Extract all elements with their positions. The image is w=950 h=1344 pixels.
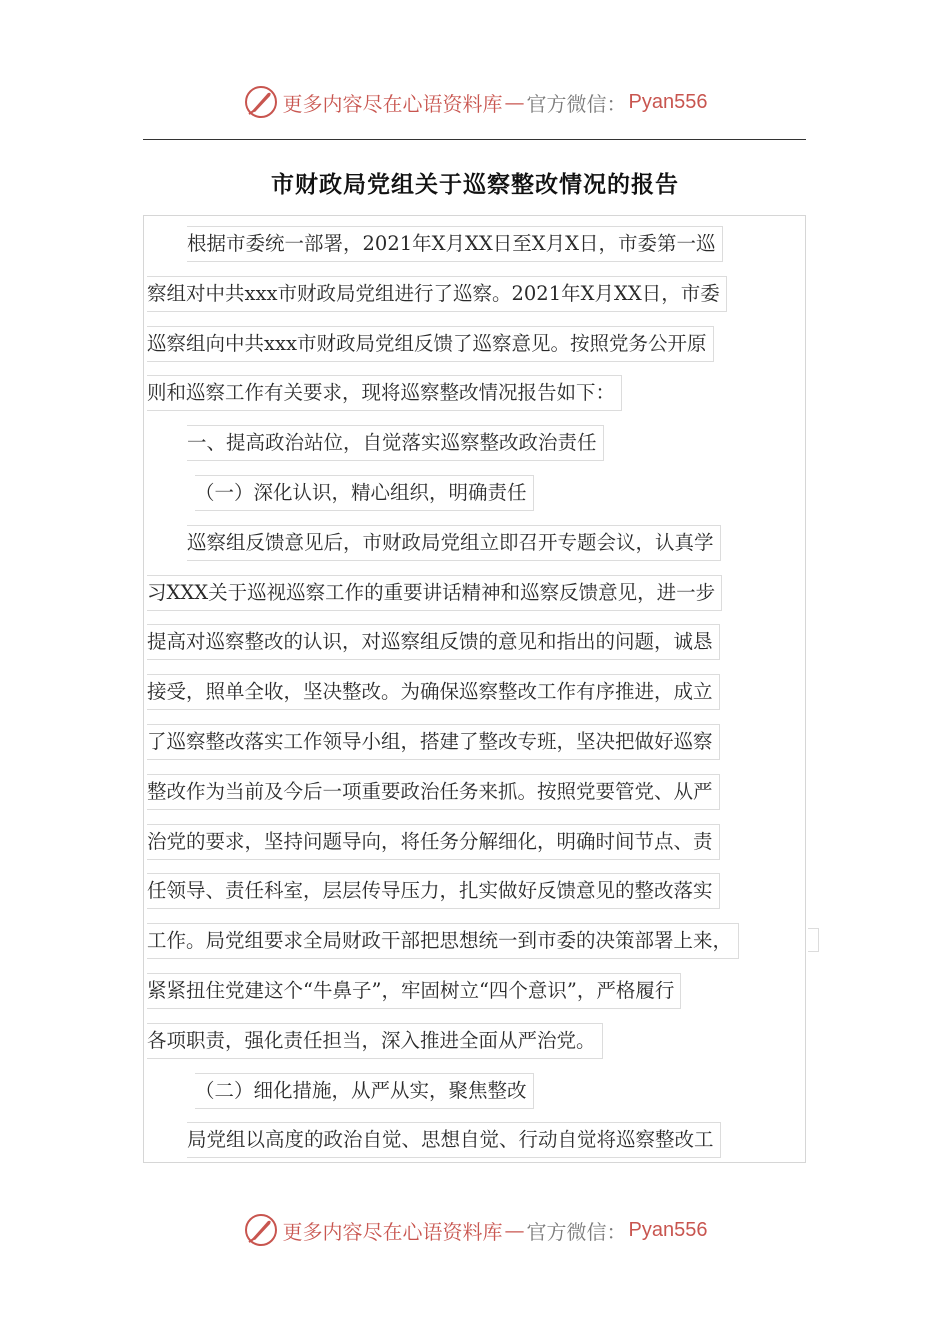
- subsection-heading: [147, 469, 807, 519]
- text-line: [147, 618, 807, 668]
- line-text: 习XXX关于巡视巡察工作的重要讲话精神和巡察反馈意见，进一步: [147, 575, 722, 611]
- line-text: 局党组以高度的政治自觉、思想自觉、行动自觉将巡察整改工: [187, 1122, 721, 1158]
- line-text: 提高对巡察整改的认识，对巡察组反馈的意见和指出的问题，诚恳: [147, 624, 720, 660]
- overflow-box: [808, 928, 819, 952]
- line-text: 各项职责，强化责任担当，深入推进全面从严治党。: [147, 1023, 603, 1059]
- header-rule: [143, 139, 806, 140]
- text-line: [147, 917, 807, 967]
- wechat-id: Pyan556: [628, 90, 708, 113]
- line-text: 根据市委统一部署，2021年X月XX日至X月X日，市委第一巡: [187, 226, 723, 262]
- banner-dash: —: [504, 90, 525, 114]
- subsection-heading: [147, 1067, 807, 1117]
- text-line: [147, 768, 807, 818]
- wechat-label: 官方微信：: [526, 91, 627, 116]
- line-text: 一、提高政治站位，自觉落实巡察整改政治责任: [187, 425, 604, 461]
- wechat-label: 官方微信：: [526, 1219, 627, 1244]
- wechat-id: Pyan556: [628, 1218, 708, 1241]
- text-line: [147, 320, 807, 370]
- text-line: [147, 369, 807, 419]
- line-text: 工作。局党组要求全局财政干部把思想统一到市委的决策部署上来，: [147, 923, 739, 959]
- text-line: [147, 569, 807, 619]
- text-line: [147, 519, 807, 569]
- text-line: [147, 220, 807, 270]
- text-line: [147, 718, 807, 768]
- banner-slogan: 更多内容尽在心语资料库: [282, 91, 503, 116]
- line-text: 紧紧扭住党建这个“牛鼻子”，牢固树立“四个意识”，严格履行: [147, 973, 681, 1009]
- line-text: 巡察组向中共xxx市财政局党组反馈了巡察意见。按照党务公开原: [147, 326, 714, 362]
- line-text: 察组对中共xxx市财政局党组进行了巡察。2021年X月XX日，市委: [147, 276, 727, 312]
- text-line: [147, 668, 807, 718]
- quill-logo-icon: [243, 1212, 279, 1248]
- banner-dash: —: [504, 1218, 525, 1242]
- quill-logo-icon: [243, 84, 279, 120]
- line-text: 接受，照单全收，坚决整改。为确保巡察整改工作有序推进，成立: [147, 674, 720, 710]
- line-text: 整改作为当前及今后一项重要政治任务来抓。按照党要管党、从严: [147, 774, 720, 810]
- line-text: （二）细化措施，从严从实，聚焦整改: [195, 1073, 534, 1109]
- text-line: [147, 270, 807, 320]
- section-heading: [147, 419, 807, 469]
- text-line: [147, 867, 807, 917]
- line-text: 巡察组反馈意见后，市财政局党组立即召开专题会议，认真学: [187, 525, 721, 561]
- document-body: [147, 220, 807, 1166]
- footer-banner: [0, 1208, 950, 1252]
- text-line: [147, 967, 807, 1017]
- text-line: [147, 818, 807, 868]
- banner-slogan: 更多内容尽在心语资料库: [282, 1219, 503, 1244]
- text-line: [147, 1116, 807, 1166]
- document-title: 市财政局党组关于巡察整改情况的报告: [271, 171, 679, 198]
- line-text: 治党的要求，坚持问题导向，将任务分解细化，明确时间节点、责: [147, 824, 720, 860]
- text-line: [147, 1017, 807, 1067]
- header-banner: [0, 80, 950, 124]
- line-text: 了巡察整改落实工作领导小组，搭建了整改专班，坚决把做好巡察: [147, 724, 720, 760]
- line-text: （一）深化认识，精心组织，明确责任: [195, 475, 534, 511]
- line-text: 任领导、责任科室，层层传导压力，扎实做好反馈意见的整改落实: [147, 873, 720, 909]
- line-text: 则和巡察工作有关要求，现将巡察整改情况报告如下：: [147, 375, 622, 411]
